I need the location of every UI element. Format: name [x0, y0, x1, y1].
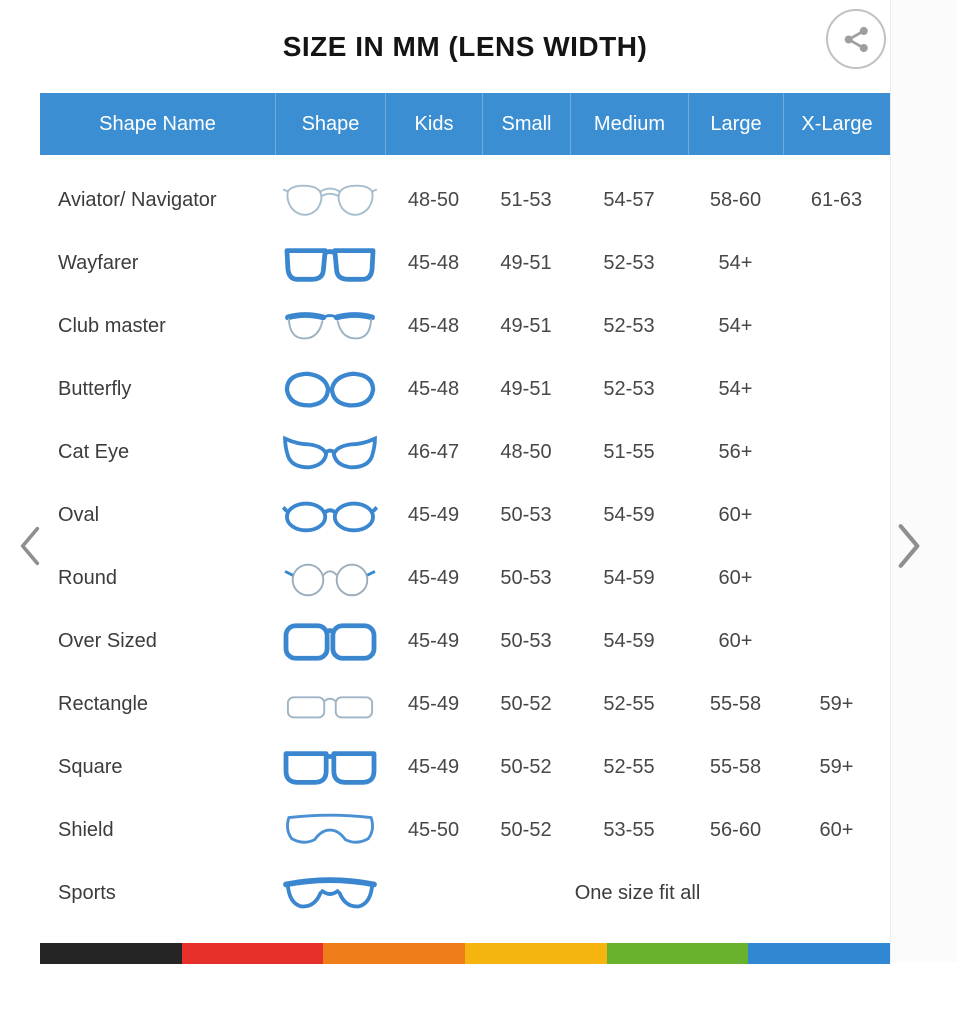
size-kids: 45-50 [407, 819, 460, 841]
table-row [40, 421, 890, 484]
shape-name: Aviator/ Navigator [58, 189, 217, 211]
wayfarer-glasses-icon [275, 242, 385, 286]
shape-name: Club master [58, 315, 166, 337]
round-glasses-icon [275, 557, 385, 601]
size-medium: 52-55 [603, 693, 655, 715]
size-small: 51-53 [500, 189, 552, 211]
size-kids: 45-49 [407, 630, 460, 652]
size-kids: 45-49 [407, 567, 460, 589]
size-small: 50-52 [500, 693, 552, 715]
size-small: 48-50 [500, 441, 552, 463]
shape-name: Cat Eye [58, 441, 130, 463]
rectangle-glasses-icon [275, 683, 385, 727]
size-large: 55-58 [709, 693, 762, 715]
size-table-body [40, 155, 890, 925]
column-header-medium: Medium [570, 93, 688, 155]
column-header-small: Small [482, 93, 570, 155]
table-row [40, 610, 890, 673]
sports-glasses-icon [275, 872, 385, 916]
chevron-left-icon [17, 525, 43, 567]
table-row [40, 169, 890, 232]
size-large: 54+ [718, 252, 753, 274]
table-row [40, 862, 890, 925]
size-kids: 48-50 [407, 189, 460, 211]
size-small: 49-51 [500, 252, 552, 274]
butterfly-glasses-icon [275, 368, 385, 412]
shape-name: Over Sized [58, 630, 157, 652]
size-small: 50-52 [500, 756, 552, 778]
table-row [40, 547, 890, 610]
color-bar-segment [40, 943, 182, 964]
size-xlarge: 59+ [819, 693, 854, 715]
brand-color-bar [40, 943, 890, 964]
column-header-shape: Shape [275, 93, 385, 155]
square-glasses-icon [275, 746, 385, 790]
shape-name: Rectangle [58, 693, 149, 715]
table-row [40, 358, 890, 421]
column-header-large: Large [688, 93, 783, 155]
size-large: 58-60 [709, 189, 762, 211]
color-bar-segment [323, 943, 465, 964]
shield-glasses-icon [275, 809, 385, 853]
color-bar-segment [182, 943, 324, 964]
table-row [40, 295, 890, 358]
size-large: 54+ [718, 378, 753, 400]
shape-name: Square [58, 756, 123, 778]
column-header-kids: Kids [385, 93, 482, 155]
size-large: 60+ [718, 504, 753, 526]
size-medium: 54-59 [603, 504, 655, 526]
page-edge-strip [890, 0, 957, 962]
size-medium: 52-53 [603, 252, 655, 274]
size-xlarge: 60+ [819, 819, 854, 841]
cateye-glasses-icon [275, 431, 385, 475]
oval-glasses-icon [275, 494, 385, 538]
size-small: 50-52 [500, 819, 552, 841]
size-medium: 52-53 [603, 315, 655, 337]
size-kids: 45-48 [407, 378, 460, 400]
size-small: 50-53 [500, 630, 552, 652]
size-large: 60+ [718, 630, 753, 652]
size-medium: 54-59 [603, 630, 655, 652]
size-small: 49-51 [500, 315, 552, 337]
color-bar-segment [607, 943, 749, 964]
carousel-prev-button[interactable] [14, 522, 46, 570]
carousel-next-button[interactable] [891, 519, 927, 573]
size-chart-card [40, 0, 890, 964]
table-row [40, 799, 890, 862]
share-button[interactable] [826, 9, 886, 69]
table-row [40, 484, 890, 547]
shape-name: Shield [58, 819, 114, 841]
size-medium: 51-55 [603, 441, 655, 463]
color-bar-segment [748, 943, 890, 964]
share-icon [843, 26, 870, 53]
size-xlarge: 61-63 [810, 189, 863, 211]
size-kids: 45-48 [407, 252, 460, 274]
table-row [40, 736, 890, 799]
size-kids: 46-47 [407, 441, 460, 463]
shape-name: Sports [58, 882, 116, 904]
size-large: 54+ [718, 315, 753, 337]
shape-name: Wayfarer [58, 252, 139, 274]
chevron-right-icon [894, 522, 924, 570]
size-medium: 54-57 [603, 189, 655, 211]
size-kids: 45-49 [407, 693, 460, 715]
size-small: 49-51 [500, 378, 552, 400]
size-kids: 45-48 [407, 315, 460, 337]
size-large: 55-58 [709, 756, 762, 778]
shape-name: Butterfly [58, 378, 132, 400]
column-header-shape-name: Shape Name [99, 112, 216, 135]
table-row [40, 232, 890, 295]
size-small: 50-53 [500, 504, 552, 526]
column-header-x-large: X-Large [783, 93, 890, 155]
color-bar-segment [465, 943, 607, 964]
size-medium: 52-55 [603, 756, 655, 778]
shape-name: Oval [58, 504, 100, 526]
title-bar [40, 0, 890, 93]
size-kids: 45-49 [407, 504, 460, 526]
table-header-row [40, 93, 890, 155]
size-xlarge: 59+ [819, 756, 854, 778]
page-title: SIZE IN MM (LENS WIDTH) [282, 30, 648, 62]
size-kids: 45-49 [407, 756, 460, 778]
table-row [40, 673, 890, 736]
size-small: 50-53 [500, 567, 552, 589]
size-large: 56-60 [709, 819, 762, 841]
size-medium: 52-53 [603, 378, 655, 400]
shape-name: Round [58, 567, 117, 589]
aviator-glasses-icon [275, 179, 385, 223]
size-medium: 53-55 [603, 819, 655, 841]
size-large: 60+ [718, 567, 753, 589]
one-size-label: One size fit all [574, 882, 701, 904]
size-medium: 54-59 [603, 567, 655, 589]
oversized-glasses-icon [275, 620, 385, 664]
clubmaster-glasses-icon [275, 305, 385, 349]
size-large: 56+ [718, 441, 753, 463]
